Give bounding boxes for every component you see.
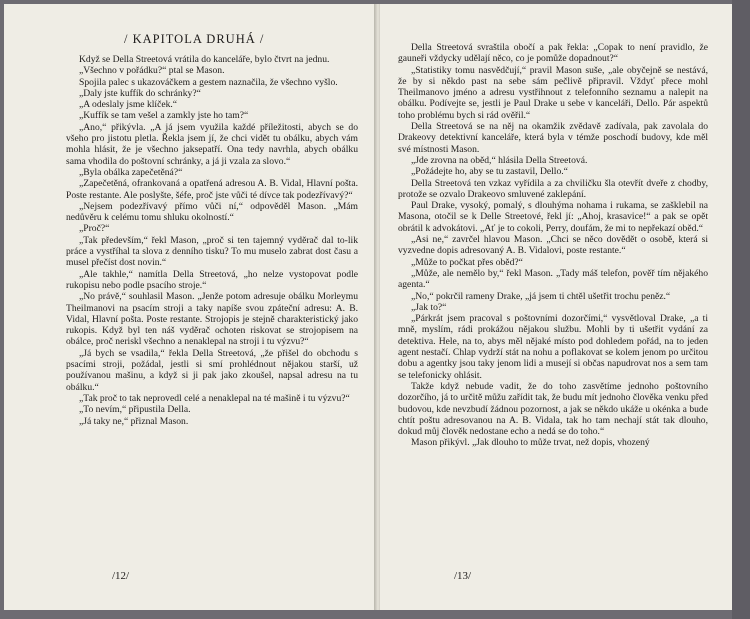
page-number: /13/ bbox=[454, 570, 472, 582]
paragraph: Spojila palec s ukazováčkem a gestem naznačila, že všechno vyšlo. bbox=[79, 76, 338, 88]
paragraph: „Byla obálka zapečetěná?“ bbox=[79, 166, 183, 178]
paragraph: Mason přikývl. „Jak dlouho to může trvat, než dopis, vhozený bbox=[411, 437, 650, 449]
paragraph: „Statistiky tomu nasvědčují,“ pravil Mason suše, „ale obyčejně se nestává, že by si někdo past na sebe sám pečlivě připravil. Vždyť přece mohl Theilmanovo jméno a adresu vystřihnout z telefonního seznamu a nalepit na obálku. Podívejte se, jestli je Paul Drake u sebe v kanceláři, Dello. Pár aspektů toho problému bych si rád ověřil.“ bbox=[398, 64, 708, 121]
page-edge-shadow bbox=[732, 0, 750, 619]
paragraph: „Jak to?“ bbox=[411, 301, 447, 313]
paragraph: „No právě,“ souhlasil Mason. „Jenže potom adresuje obálku Morleymu Theilmanovi na psacím stroji a taky napíše svou zpáteční adresu: A. B. Vidal, Hlavní pošta. Poste restante. Strojopis je stejně charakteristický jako rukopis. Když byl ten náš vyděrač ochoten riskovat se strojopisem na obálce, proč neriskl všechno a nenaklepal na stroji i tu výzvu?“ bbox=[66, 291, 358, 348]
paragraph: „Ano,“ přikývla. „A já jsem využila každé příležitosti, abych se do všeho pro jistotu pletla. Řekla jsem jí, že chci vidět tu obálku, abych vám mohla hlásit, že je všechno jaksepatří. Ona tedy navrhla, abych obálku sama vhodila do poštovní schránky, a já ji vzala za slovo.“ bbox=[66, 121, 358, 167]
paragraph: „Zapečetěná, ofrankovaná a opatřená adresou A. B. Vidal, Hlavní pošta. Poste restante. Ale poslyšte, šéfe, proč jste vůči té dívce tak podezřívavý?“ bbox=[66, 178, 358, 201]
paragraph: Takže když nebude vadit, že do toho zasvětíme jednoho poštovního dozorčího, já to určitě můžu zařídit tak, že budu mít jednoho člověka venku před budovou, kde nevzbudí žádnou pozornost, a jak se někdo ukáže u okénka a bude chtít poštu adresovanou na A. B. Vidala, tak ho tam nechají stát tak dlouho, dokud můj člověk nedostane echo a nedá se do toho.“ bbox=[398, 380, 708, 438]
paragraph: Della Streetová svraštila obočí a pak řekla: „Copak to není pravidlo, že gauneři vždycky udělají něco, co je pomůže dopadnout?“ bbox=[398, 42, 708, 65]
left-page-text bbox=[66, 54, 358, 427]
paragraph: „Já taky ne,“ přiznal Mason. bbox=[79, 415, 189, 427]
paragraph: „Ale takhle,“ namítla Della Streetová, „ho nelze vystopovat podle rukopisu nebo podle psacího stroje.“ bbox=[66, 268, 358, 291]
paragraph: „Proč?“ bbox=[79, 223, 110, 235]
paragraph: „Jde zrovna na oběd,“ hlásila Della Streetová. bbox=[411, 154, 588, 166]
right-page bbox=[380, 4, 732, 610]
paragraph: „Tak především,“ řekl Mason, „proč si ten tajemný vyděrač dal to-lik práce a vystříhal ta slova z denního tisku? To mu muselo zabrat dost času a musel přečíst dost novin.“ bbox=[66, 234, 358, 269]
paragraph: Della Streetová ten vzkaz vyřídila a za chviličku šla otevřít dveře z chodby, protože se ozvalo Drakeovo smluvené zaklepání. bbox=[398, 177, 708, 200]
paragraph: „Kuffík se tam vešel a zamkly jste ho tam?“ bbox=[79, 110, 249, 122]
paragraph: „Všechno v pořádku?“ ptal se Mason. bbox=[79, 65, 225, 77]
left-page bbox=[4, 4, 376, 610]
paragraph: „Tak proč to tak neprovedl celé a nenaklepal na té mašině i tu výzvu?“ bbox=[79, 392, 350, 404]
paragraph: „Daly jste kuffík do schránky?“ bbox=[79, 87, 201, 99]
paragraph: „Asi ne,“ zavrčel hlavou Mason. „Chci se něco dovědět o osobě, která si vyzvedne dopis adresovaný A. B. Vidalovi, poste restante.“ bbox=[398, 234, 708, 257]
paragraph: „Já bych se vsadila,“ řekla Della Streetová, „že přišel do obchodu s psacími stroji, požádal, jestli si smí prohlédnout nějakou starší, už používanou mašinu, a když si ji pak jako zkoušel, napsal adresu na tu obálku.“ bbox=[66, 347, 358, 393]
paragraph: „Požádejte ho, aby se tu zastavil, Dello.“ bbox=[411, 166, 568, 178]
paragraph: Della Streetová se na něj na okamžik zvědavě zadívala, pak zavolala do Drakeovy detektivní kanceláře, která byla v témže poschodí budovy, kde měl své místnosti Mason. bbox=[398, 121, 708, 155]
page-number: /12/ bbox=[112, 570, 130, 582]
paragraph: „Může to počkat přes oběd?“ bbox=[411, 256, 523, 268]
paragraph: Paul Drake, vysoký, pomalý, s dlouhýma nohama i rukama, se zašklebil na Masona, otočil se k Delle Streetové, řekl jí: „Ahoj, krasavice!“ a pak se opět obrátil k advokátovi. „Ať je to cokoli, Perry, doufám, že mi to nepřekazí oběd.“ bbox=[398, 200, 708, 234]
right-page-text bbox=[398, 42, 708, 449]
paragraph: „A odeslaly jsme klíček.“ bbox=[79, 99, 178, 111]
paragraph: „No,“ pokrčil rameny Drake, „já jsem ti chtěl ušetřit trochu peněz.“ bbox=[411, 290, 671, 302]
paragraph: „Nejsem podezřívavý přímo vůči ní,“ odpověděl Mason. „Mám nedůvěru k celému tomu shluku okolností.“ bbox=[66, 200, 358, 224]
paragraph: „Párkrát jsem pracoval s poštovními dozorčími,“ vysvětloval Drake, „a ti mně, myslím, rádi prokážou nějakou službu. Mohli by ti ušetřit vydání za detektiva. Hele, na to, abys měl nějaké místo pod dohledem pořád, na to jeden agent nestačí. Chlap vydrží stát na nohu a poflakovat se kolem jenom po určitou dobu a agentky jsou taky jenom lidi a musejí si občas napudrovat nos a sem tam se telefonicky ohlásit. bbox=[398, 313, 708, 381]
paragraph: Když se Della Streetová vrátila do kanceláře, bylo čtvrt na jednu. bbox=[79, 54, 330, 65]
paragraph: „To nevím,“ připustila Della. bbox=[79, 404, 191, 416]
chapter-heading: / KAPITOLA DRUHÁ / bbox=[124, 32, 265, 46]
paragraph: „Může, ale nemělo by,“ řekl Mason. „Tady máš telefon, pověř tím nějakého agenta.“ bbox=[398, 267, 708, 291]
